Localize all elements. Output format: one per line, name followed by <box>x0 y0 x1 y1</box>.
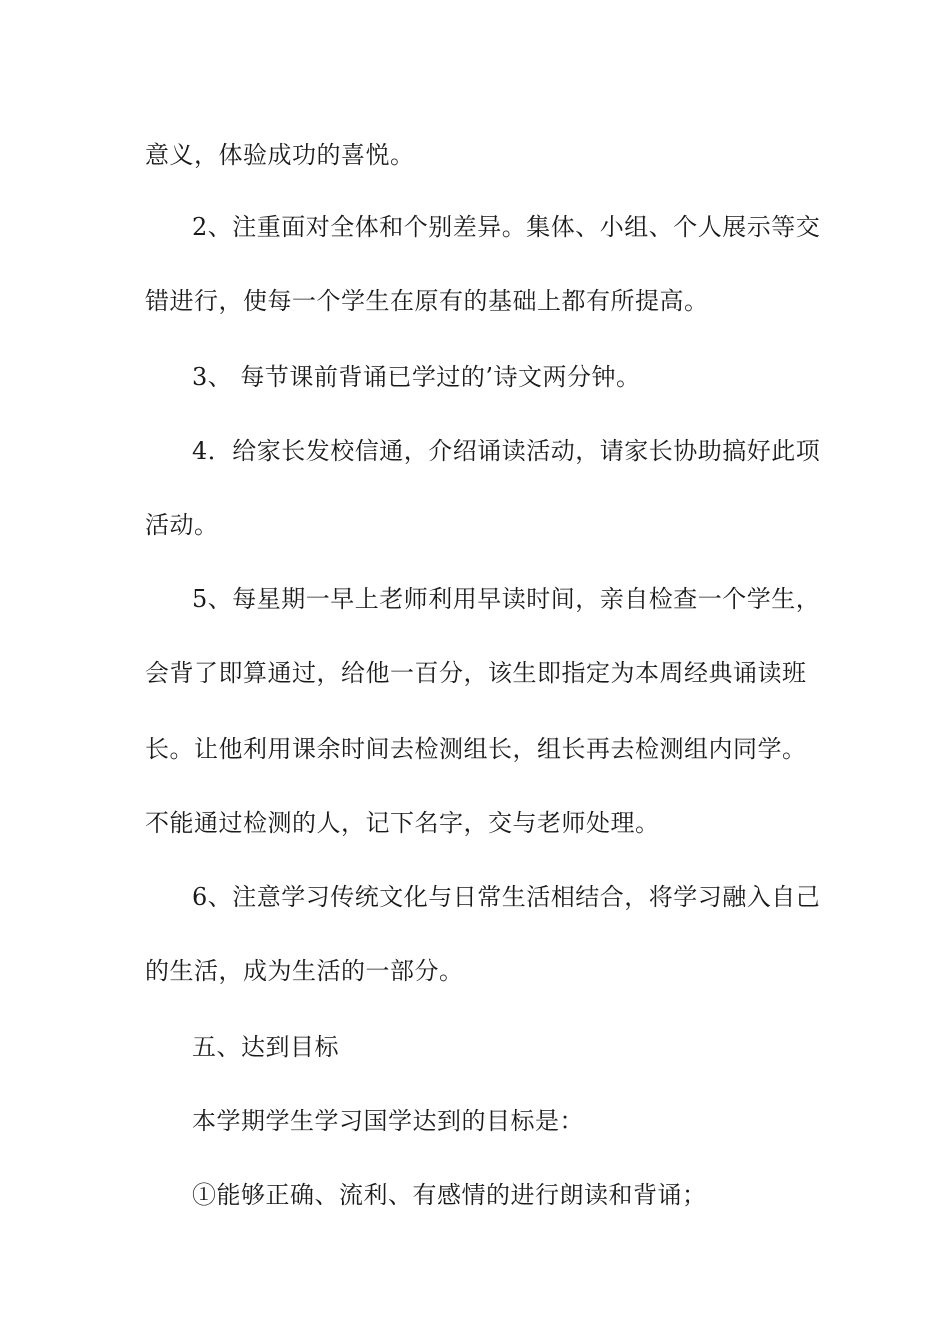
text-line-10: 不能通过检测的人，记下名字，交与老师处理。 <box>145 809 660 837</box>
text-line-3: 错进行，使每一个学生在原有的基础上都有所提高。 <box>145 287 709 315</box>
text-line-5: 4．给家长发校信通，介绍诵读活动，请家长协助搞好此项 <box>192 437 821 465</box>
text-line-15: ①能够正确、流利、有感情的进行朗读和背诵； <box>192 1181 707 1209</box>
text-line-9: 长。让他利用课余时间去检测组长，组长再去检测组内同学。 <box>145 735 807 763</box>
text-line-4: 3、 每节课前背诵已学过的’诗文两分钟。 <box>192 363 641 391</box>
text-line-2: 2、注重面对全体和个别差异。集体、小组、个人展示等交 <box>192 213 821 241</box>
text-line-8: 会背了即算通过，给他一百分，该生即指定为本周经典诵读班 <box>145 659 807 687</box>
text-line-1: 意义，体验成功的喜悦。 <box>145 141 415 169</box>
text-line-14: 本学期学生学习国学达到的目标是： <box>192 1107 584 1135</box>
section-heading: 五、达到目标 <box>192 1033 339 1061</box>
text-line-11: 6、注意学习传统文化与日常生活相结合，将学习融入自己 <box>192 883 821 911</box>
text-line-12: 的生活，成为生活的一部分。 <box>145 957 464 985</box>
text-line-7: 5、每星期一早上老师利用早读时间，亲自检查一个学生， <box>192 585 821 613</box>
text-line-6: 活动。 <box>145 511 219 539</box>
